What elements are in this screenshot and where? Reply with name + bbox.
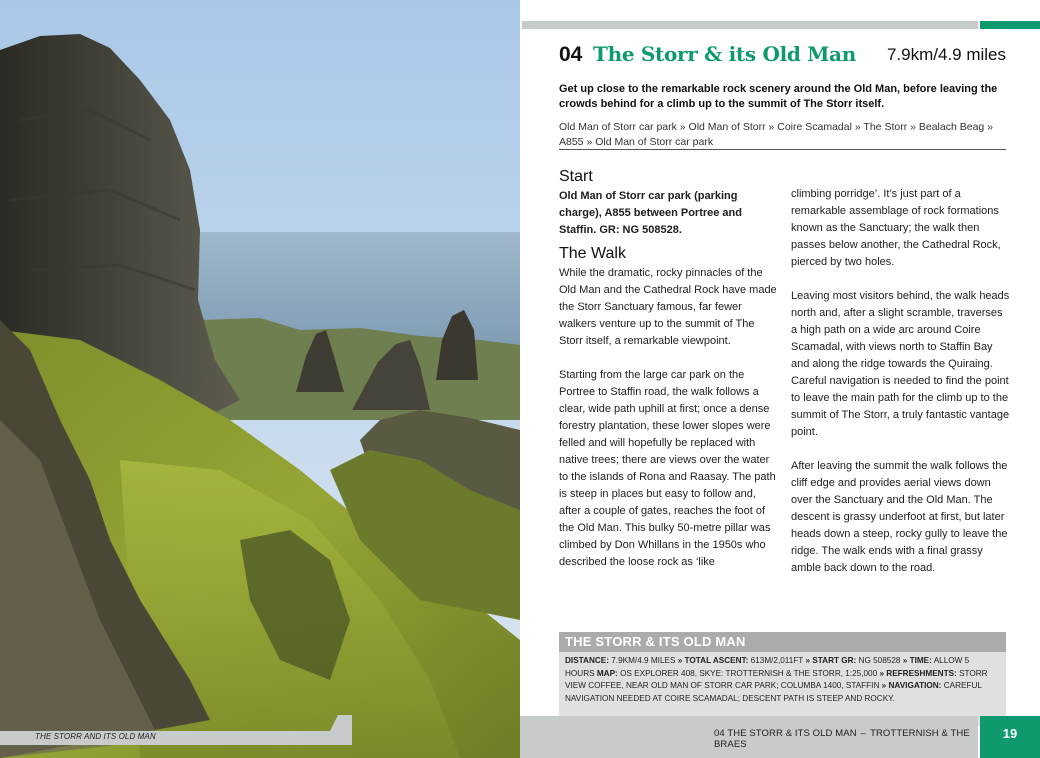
top-rule-grey bbox=[522, 21, 978, 29]
info-refreshments: STORR VIEW COFFEE, NEAR OLD MAN OF STORR CAR PARK; COLUMBA 1400, STAFFIN bbox=[565, 668, 988, 690]
info-separator: » bbox=[881, 681, 887, 690]
info-separator: » bbox=[879, 668, 884, 678]
info-separator: » bbox=[805, 656, 811, 665]
route-divider bbox=[559, 149, 1006, 150]
footer-band bbox=[520, 716, 978, 758]
info-distance-label: DISTANCE: bbox=[565, 656, 609, 665]
info-start: NG 508528 bbox=[858, 656, 901, 665]
photo-caption-band bbox=[0, 731, 352, 745]
walk-title: The Storr & its Old Man bbox=[593, 42, 856, 66]
footer-dash: – bbox=[860, 728, 867, 739]
walk-paragraph: Starting from the large car park on the Portree to Staffin road, the walk follows a clear, wide path uphill at first; once a dense forestry plantation, these lower slopes were felled and will hopefully be replaced with native trees; there are views over the water to the islands of Rona and Raasay. The path is steep in places but easy to follow and, after a couple of gates, reaches the foot of the Old Man. This bulky 50-metre pillar was climbed by Don Whillans in the 1950s who described the loose rock as ‘like bbox=[559, 369, 776, 568]
caption-band-angle bbox=[0, 715, 352, 731]
start-heading: Start bbox=[559, 168, 593, 185]
info-box-title: THE STORR & ITS OLD MAN bbox=[565, 634, 746, 649]
text-column-left bbox=[559, 166, 779, 588]
walk-heading: The Walk bbox=[559, 245, 626, 262]
start-details: Old Man of Storr car park (parking charge), A855 between Portree and Staffin. GR: NG 508528. bbox=[559, 190, 742, 236]
info-time-label: TIME: bbox=[909, 656, 932, 665]
info-separator: » bbox=[902, 656, 908, 665]
walk-intro: Get up close to the remarkable rock scenery around the Old Man, before leaving the crowds behind for a climb up to the summit of The Storr itself. bbox=[559, 83, 998, 110]
page-number: 19 bbox=[1002, 726, 1018, 741]
info-ascent-label: TOTAL ASCENT: bbox=[684, 656, 749, 665]
walk-paragraph: While the dramatic, rocky pinnacles of the Old Man and the Cathedral Rock have made the Storr Sanctuary famous, far fewer walkers venture up to the summit of The Storr itself, a remarkable viewpoint. bbox=[559, 267, 777, 347]
running-footer bbox=[714, 728, 978, 750]
footer-walk: 04 THE STORR & ITS OLD MAN bbox=[714, 728, 857, 739]
top-rule-green bbox=[980, 21, 1040, 29]
info-map-label: MAP: bbox=[596, 668, 618, 678]
walk-info-box bbox=[559, 632, 1006, 726]
info-refreshments-label: REFRESHMENTS: bbox=[886, 668, 957, 678]
walk-page bbox=[520, 0, 1040, 758]
footer-section: TROTTERNISH & THE BRAES bbox=[714, 728, 970, 750]
info-box-body bbox=[559, 652, 1006, 726]
page-footer bbox=[520, 716, 1040, 758]
info-time: ALLOW 5 HOURS bbox=[565, 656, 970, 678]
walk-number: 04 bbox=[559, 43, 583, 66]
walk-paragraph: After leaving the summit the walk follows the cliff edge and provides aerial views down over the Sanctuary and the Old Man. The descent is grassy underfoot at first, but later heads down a steep, rocky gully to leave the ridge. The walk ends with a final grassy amble back down to the road. bbox=[791, 460, 1008, 574]
walk-title-row bbox=[559, 42, 1006, 72]
page-number-tab bbox=[980, 716, 1040, 758]
info-separator: » bbox=[677, 656, 683, 665]
route-summary: Old Man of Storr car park » Old Man of Storr » Coire Scamadal » The Storr » Bealach Beag » A855 » Old Man of Storr car park bbox=[559, 121, 994, 148]
info-map: OS EXPLORER 408, SKYE: TROTTERNISH & THE STORR, 1:25,000 bbox=[620, 668, 878, 678]
info-distance: 7.9KM/4.9 MILES bbox=[611, 656, 676, 665]
walk-paragraph: climbing porridge’. It’s just part of a remarkable assemblage of rock formations known as the Sanctuary; the walk then passes below another, the Cathedral Rock, pierced by two holes. bbox=[791, 188, 1001, 268]
info-start-label: START GR: bbox=[812, 656, 857, 665]
info-ascent: 613M/2,011FT bbox=[750, 656, 804, 665]
photo-caption: THE STORR AND ITS OLD MAN bbox=[35, 732, 156, 741]
text-column-right bbox=[791, 186, 1011, 594]
info-navigation: CAREFUL NAVIGATION NEEDED AT COIRE SCAMADAL; DESCENT PATH IS STEEP AND ROCKY. bbox=[565, 681, 982, 703]
walk-paragraph: Leaving most visitors behind, the walk heads north and, after a slight scramble, traverses a high path on a wide arc around Coire Scamadal, with views north to Staffin Bay and along the ridge towards the Quiraing. Careful navigation is needed to find the point to leave the main path for the climb up to the summit of The Storr, a truly fantastic vantage point. bbox=[791, 290, 1010, 438]
info-box-header bbox=[559, 632, 1006, 652]
walk-distance: 7.9km/4.9 miles bbox=[886, 45, 1006, 64]
info-navigation-label: NAVIGATION: bbox=[888, 681, 942, 690]
